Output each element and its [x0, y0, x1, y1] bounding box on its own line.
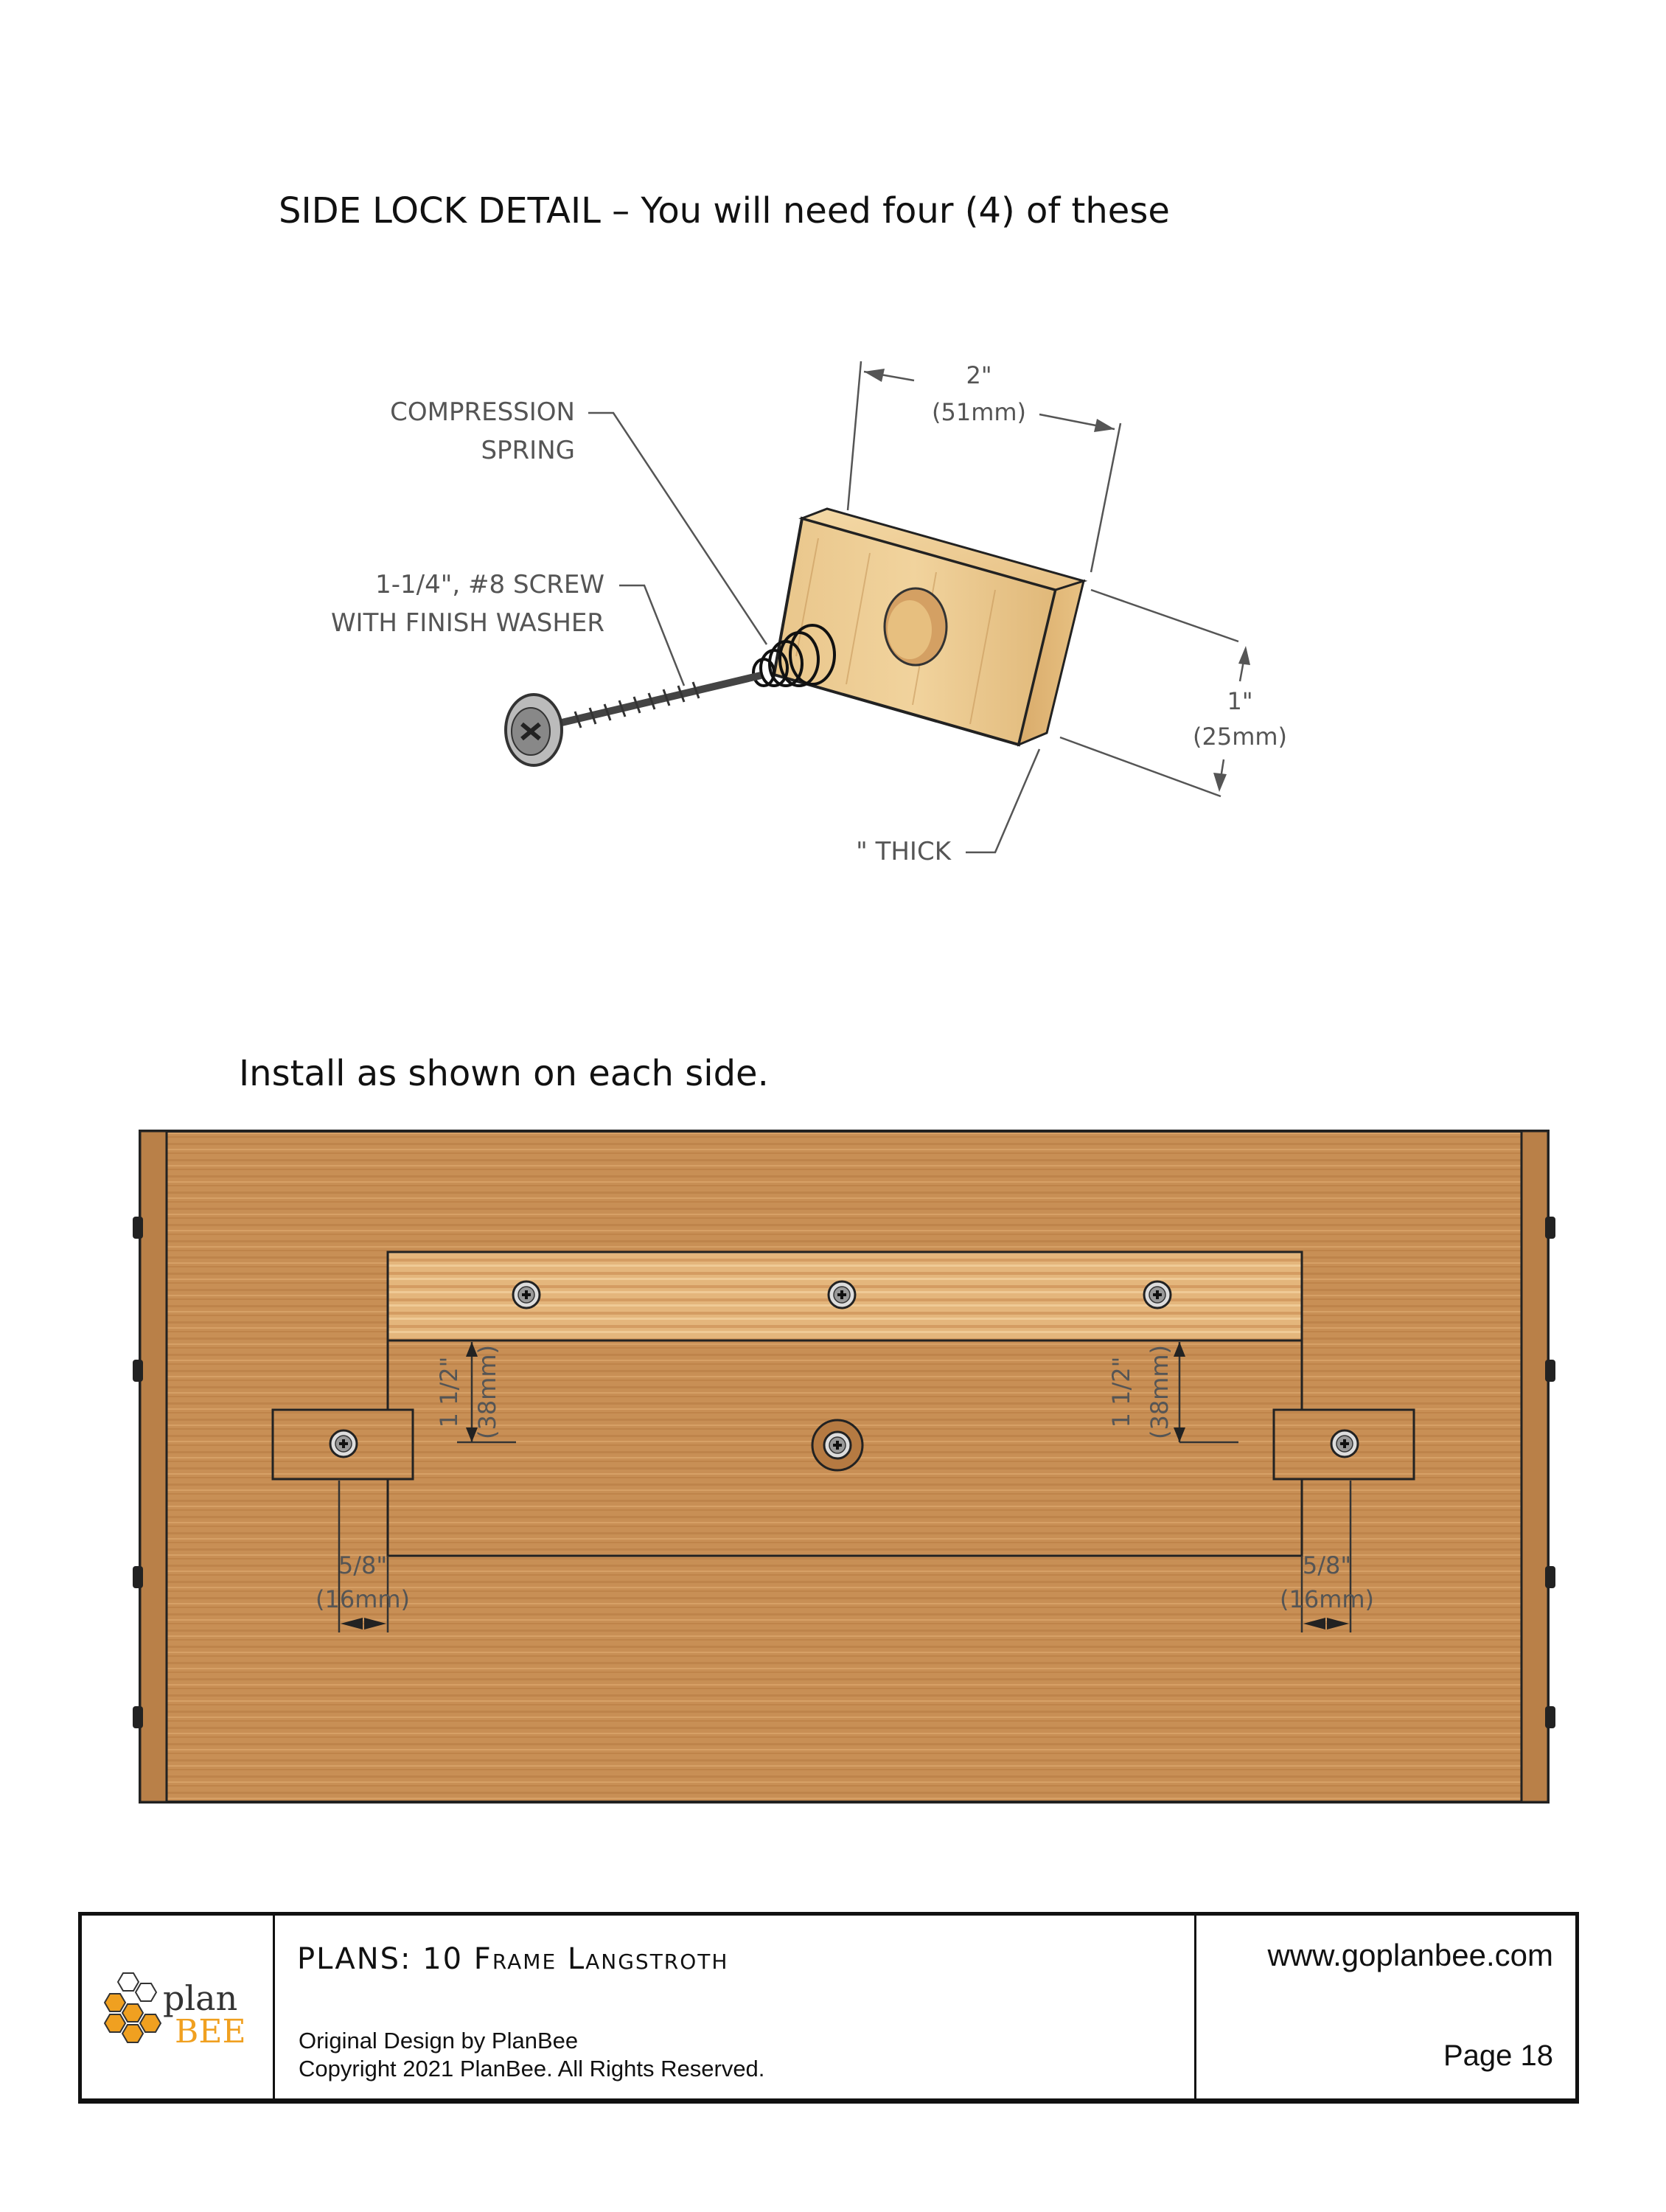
copyright: Copyright 2021 PlanBee. All Rights Reserved.: [299, 2056, 765, 2081]
right-offset-mm: (38mm): [1146, 1344, 1174, 1440]
title-block: [78, 1912, 1579, 2104]
right-gap-mm: (16mm): [1279, 1585, 1375, 1613]
left-gap-in: 5/8": [338, 1551, 388, 1579]
plans-title: PLANS: 10 Frame Langstroth: [297, 1942, 729, 1976]
honeycomb-icon: [105, 1973, 161, 2042]
screw-label-line2: WITH FINISH WASHER: [330, 608, 604, 638]
title-block-main: [275, 1916, 1196, 2098]
right-offset-in: 1 1/2": [1107, 1356, 1135, 1428]
install-view-drawing: [133, 1124, 1555, 1809]
title-block-right: [1196, 1916, 1575, 2098]
width-dim-in: 2": [966, 361, 992, 389]
design-credit: Original Design by PlanBee: [299, 2028, 579, 2053]
planbee-logo: [82, 1916, 275, 2098]
website-url: www.goplanbee.com: [1267, 1938, 1553, 1972]
screw-with-washer: [506, 675, 761, 765]
spring-label-line1: COMPRESSION: [390, 397, 575, 427]
left-gap-mm: (16mm): [315, 1585, 411, 1613]
left-offset-mm: (38mm): [473, 1344, 501, 1440]
height-dim-mm: (25mm): [1192, 723, 1288, 751]
page-number: Page 18: [1443, 2039, 1553, 2072]
left-offset-in: 1 1/2": [435, 1356, 463, 1428]
install-heading: Install as shown on each side.: [239, 1053, 769, 1094]
spring-label-line2: SPRING: [481, 436, 575, 465]
height-dim-in: 1": [1227, 687, 1253, 715]
width-dim-mm: (51mm): [931, 398, 1027, 426]
side-lock-detail-drawing: [310, 347, 1327, 892]
logo-plan-text: plan: [163, 1978, 238, 2018]
screw-label-line1: 1-1/4", #8 SCREW: [375, 570, 604, 599]
right-gap-in: 5/8": [1302, 1551, 1352, 1579]
side-lock-heading: SIDE LOCK DETAIL – You will need four (4) of these: [279, 190, 1170, 232]
logo-bee-text: BEE: [175, 2013, 246, 2051]
thick-label: " THICK: [856, 837, 951, 866]
